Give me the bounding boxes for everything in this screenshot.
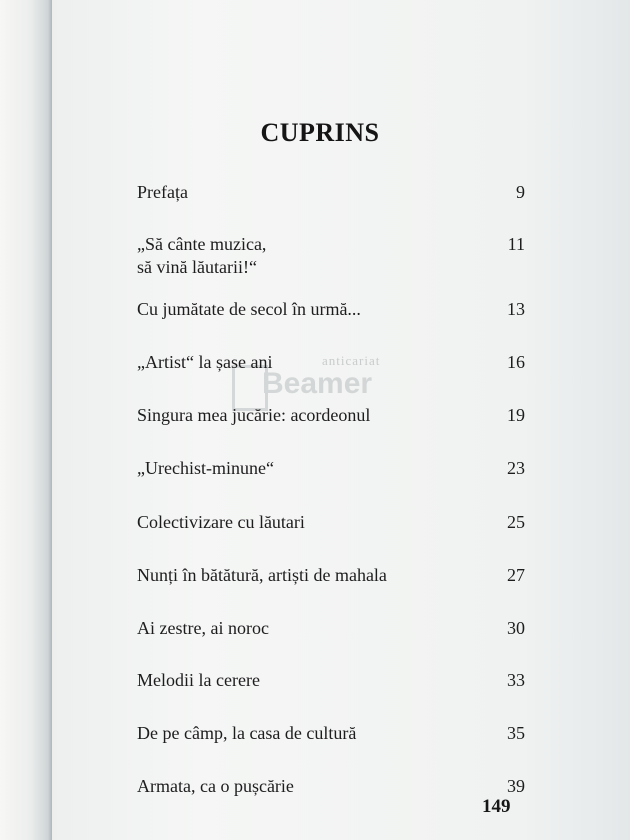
toc-entry-page: 30: [507, 618, 525, 638]
watermark-top-text: anticariat: [322, 353, 381, 368]
page-number: 149: [482, 796, 511, 817]
book-spine-shadow: [0, 0, 52, 840]
toc-entry-title: Ai zestre, ai noroc: [137, 618, 269, 638]
toc-entry-page: 16: [507, 352, 525, 372]
toc-entry-title: Armata, ca o pușcărie: [137, 776, 294, 796]
toc-entry-title: De pe câmp, la casa de cultură: [137, 723, 357, 743]
toc-entry-page: 11: [507, 234, 525, 254]
page-title: CUPRINS: [260, 118, 380, 147]
toc-entry-title: [137, 233, 477, 279]
toc-entry-page: 35: [507, 723, 525, 743]
toc-entry-title-line1: „Să cânte muzica,: [137, 234, 267, 254]
toc-entry-page: 39: [507, 776, 525, 796]
toc-entry-page: 19: [507, 405, 525, 425]
toc-entry-title: „Artist“ la șase ani: [137, 352, 273, 372]
watermark-main-text: Beamer: [262, 367, 373, 400]
toc-entry-title: Singura mea jucărie: acordeonul: [137, 405, 371, 425]
toc-entry-title: Melodii la cerere: [137, 670, 260, 690]
toc-entry-page: 9: [516, 182, 525, 202]
toc-entry-title: Cu jumătate de secol în urmă...: [137, 299, 361, 319]
toc-entry-title: Prefața: [137, 182, 188, 202]
toc-entry-title: Nunți în bătătură, artiști de mahala: [137, 565, 387, 585]
toc-entry-page: 23: [507, 458, 525, 478]
toc-entry-page: 33: [507, 670, 525, 690]
toc-entry-title: „Urechist-minune“: [137, 458, 274, 478]
toc-entry-page: 27: [507, 565, 525, 585]
toc-entry-page: 25: [507, 512, 525, 532]
toc-entry-title: Colectivizare cu lăutari: [137, 512, 305, 532]
toc-entry-title-line2: să vină lăutarii!“: [137, 257, 257, 277]
toc-entry-page: 13: [507, 299, 525, 319]
